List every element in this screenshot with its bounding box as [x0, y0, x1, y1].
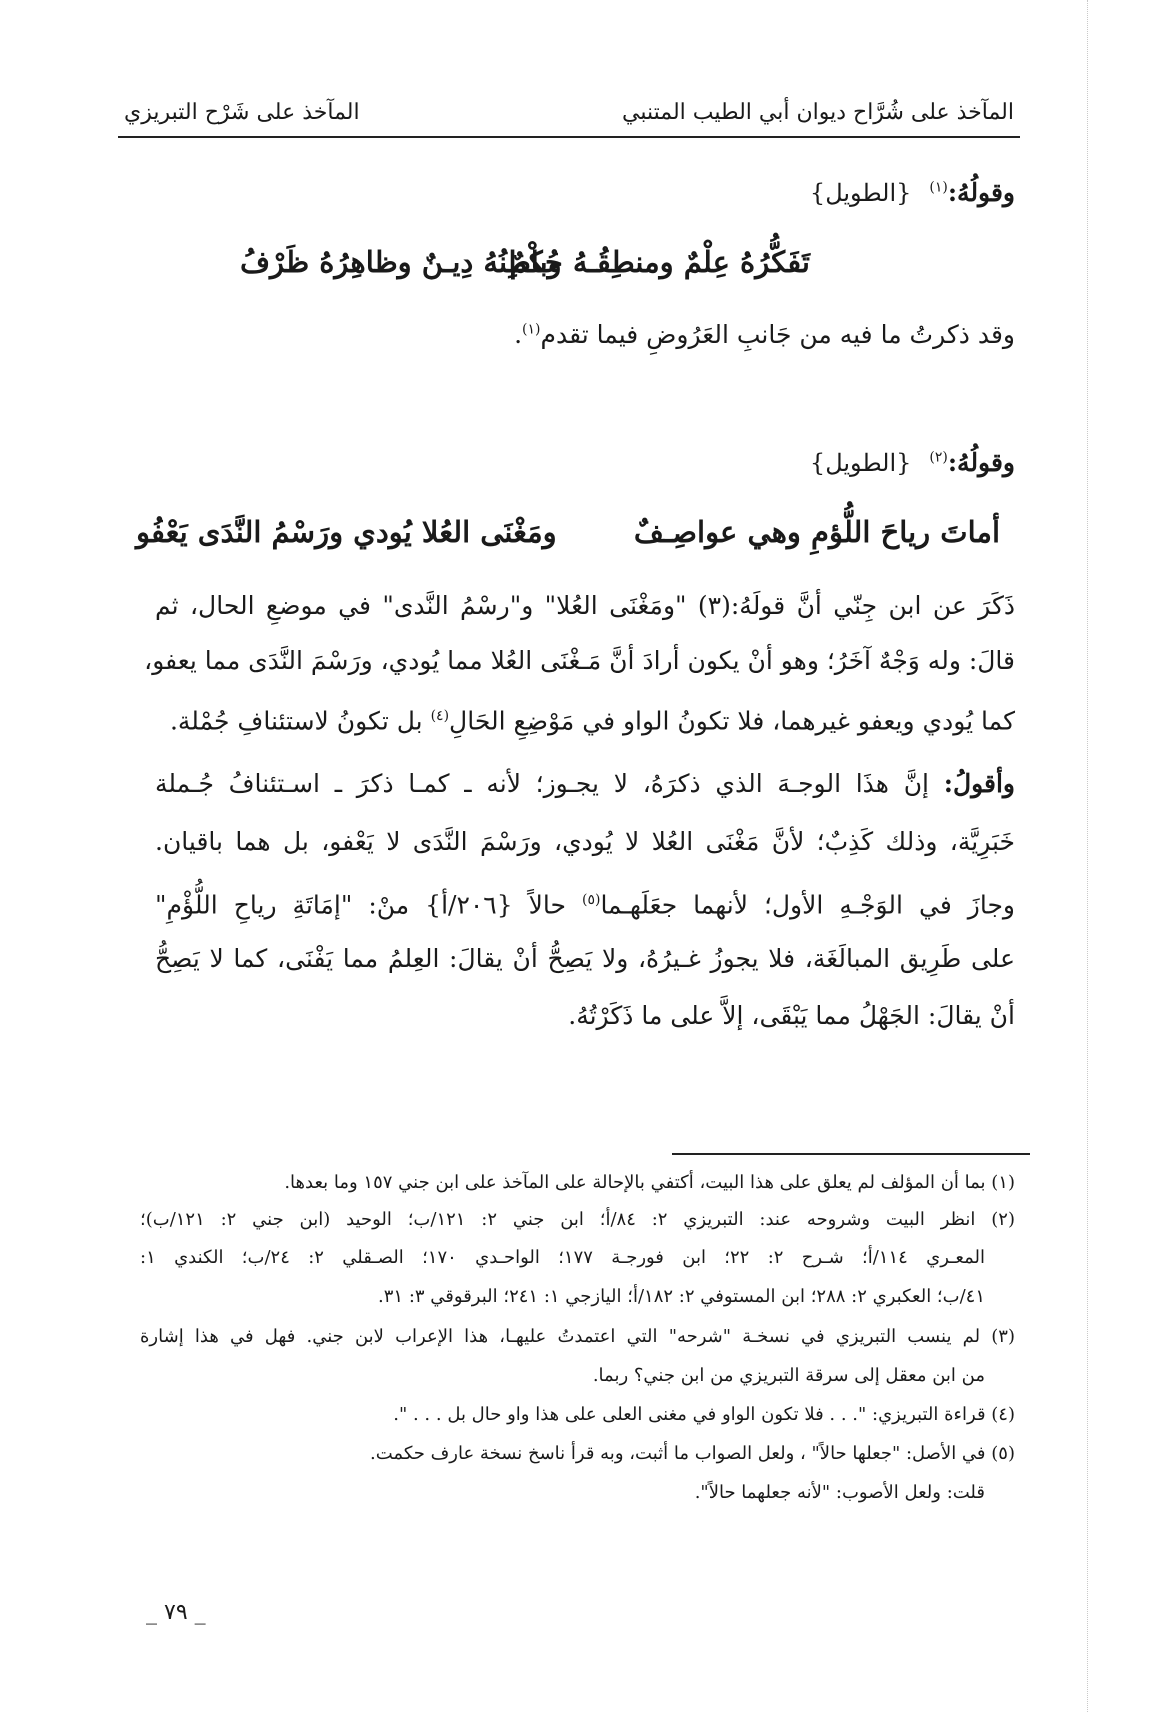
entry-1-hemistich-right: تَفَكُّرُهُ عِلْمٌ ومنطِقُـهُ حُكْمٌ	[509, 245, 810, 279]
entry-2-hemistich-left: ومَغْنَى العُلا يُودي ورَسْمُ النَّدَى يَعْفُو	[136, 515, 557, 549]
entry-1-lead: وقولُهُ:	[947, 178, 1015, 207]
header-section-title: المآخذ على شَرْح التبريزي	[124, 100, 360, 125]
header-book-title: المآخذ على شُرَّاح ديوان أبي الطيب المتنبي	[622, 100, 1014, 125]
entry-2-note: (٢)	[929, 449, 948, 466]
paragraph-1-line-1: ذَكَرَ عن ابن جِنّي أنَّ قولَهُ:(٣) "ومَغْنَى العُلا" و"رسْمُ النَّدى" في موضعِ الحال، ثم	[155, 591, 1015, 620]
footnote-1: (١) بما أن المؤلف لم يعلق على هذا البيت، أكتفي بالإحالة على المآخذ على ابن جني ١٥٧ وما بعدها.	[284, 1172, 1015, 1193]
running-header	[118, 96, 1020, 136]
paragraph-2-line-4: على طَرِيق المبالَغَة، فلا يجوزُ غـيرُهُ، ولا يَصِحُّ أنْ يقالَ: العِلمُ مما يَفْنَى، كما لا يَصِحُّ	[155, 944, 1015, 973]
footnote-3-cont: من ابن معقل إلى سرقة التبريزي من ابن جني؟ ربما.	[592, 1365, 985, 1386]
paragraph-1-note: (٤)	[430, 708, 450, 724]
paragraph-1-line-2: قالَ: وله وَجْهٌ آخَرُ؛ وهو أنْ يكون أرادَ أنَّ مَـغْنَى العُلا مما يُودي، ورَسْمَ النَّدَى مما يعفو،	[144, 646, 1015, 675]
footnote-2: (٢) انظر البيت وشروحه عند: التبريزي ٢: ٨٤/أ؛ ابن جني ٢: ١٢١/ب؛ الوحيد (ابن جني ٢: ١٢١/ب)؛	[140, 1209, 1015, 1230]
header-rule	[118, 136, 1020, 138]
paragraph-1-line-3	[155, 700, 1015, 737]
entry-1-hemistich-left: وباطِنُهُ دِيـنٌ وظاهِرُهُ ظَرْفُ	[240, 245, 562, 279]
footnote-5-cont: قلت: ولعل الأصوب: "لأنه جعلهما حالاً".	[694, 1482, 985, 1503]
paragraph-2-line-3a: وجازَ في الوَجْـهِ الأول؛ لأنهما جعَلَهـما	[600, 890, 1015, 920]
paragraph-2-line-2: خَبَرِيَّة، وذلك كَذِبٌ؛ لأنَّ مَغْنَى العُلا لا يُودي، ورَسْمَ النَّدَى لا يَعْفو، بل هما باقيان.	[155, 827, 1015, 856]
paragraph-2-line-1-text: إنَّ هذَا الوجـهَ الذي ذكرَهُ، لا يجـوز؛ لأنه ـ كمـا ذكرَ ـ اسـتئنافُ جُـملة	[155, 769, 944, 798]
entry-1-text-end: .	[514, 320, 523, 349]
paragraph-2-line-3b: حالاً {٢٠٦/أ} منْ: "إمَاتَةِ رياحِ اللُّؤْمِ"	[155, 890, 582, 920]
paragraph-1-line-3b: بل تكونُ لاستئنافِ جُمْلة.	[169, 706, 431, 736]
entry-1-meter: {الطويل}	[809, 179, 912, 207]
footnote-2-cont-2: ٤١/ب؛ العكبري ٢: ٢٨٨؛ ابن المستوفي ٢: ١٨٢/أ؛ اليازجي ١: ٢٤١؛ البرقوقي ٣: ٣١.	[378, 1286, 985, 1307]
entry-1-text-note: (١)	[522, 321, 541, 338]
entry-2-meter: {الطويل}	[809, 449, 912, 477]
paragraph-1-line-3a: كما يُودي ويعفو غيرهما، فلا تكونُ الواو في مَوْضِعِ الحَالِ	[449, 706, 1015, 736]
entry-1-note: (١)	[929, 179, 948, 196]
footnote-3: (٣) لم ينسب التبريزي في نسخـة "شرحه" التي اعتمدتُ عليهـا، هذا الإعراب لابن جني. فهل في هذا إشارة	[140, 1326, 1015, 1347]
entry-2-hemistich-right: أماتَ رياحَ اللُّؤمِ وهي عواصِـفٌ	[633, 515, 1000, 549]
entry-2-intro	[810, 448, 1015, 477]
paragraph-2-line-1	[155, 768, 1015, 800]
entry-1-commentary	[514, 320, 1015, 349]
paragraph-2-note: (٥)	[581, 892, 601, 908]
entry-1-text: وقد ذكرتُ ما فيه من جَانبِ العَرُوضِ فيما تقدم	[540, 320, 1015, 349]
page-edge-line	[1087, 0, 1088, 1712]
paragraph-2-line-3	[155, 884, 1015, 921]
page-number: _ ٧٩ _	[146, 1600, 206, 1625]
footnote-2-cont-1: المعـري ١١٤/أ؛ شـرح ٢: ٢٢؛ ابن فورجـة ١٧٧؛ الواحـدي ١٧٠؛ الصـقلي ٢: ٢٤/ب؛ الكندي ١:	[140, 1247, 986, 1268]
paragraph-2-line-5: أنْ يقالَ: الجَهْلُ مما يَبْقَى، إلاَّ على ما ذَكَرْتُهُ.	[568, 1001, 1015, 1030]
footnote-rule	[672, 1153, 1030, 1155]
footnote-4: (٤) قراءة التبريزي: ". . . فلا تكون الواو في مغنى العلى على هذا واو حال بل . . . ".	[393, 1404, 1015, 1425]
entry-2-lead: وقولُهُ:	[947, 448, 1015, 477]
paragraph-2-lead: وأقولُ:	[943, 769, 1015, 798]
entry-1-intro	[810, 178, 1015, 207]
footnote-5: (٥) في الأصل: "جعلها حالاً" ، ولعل الصواب ما أثبت، وبه قرأ ناسخ نسخة عارف حكمت.	[370, 1443, 1015, 1464]
